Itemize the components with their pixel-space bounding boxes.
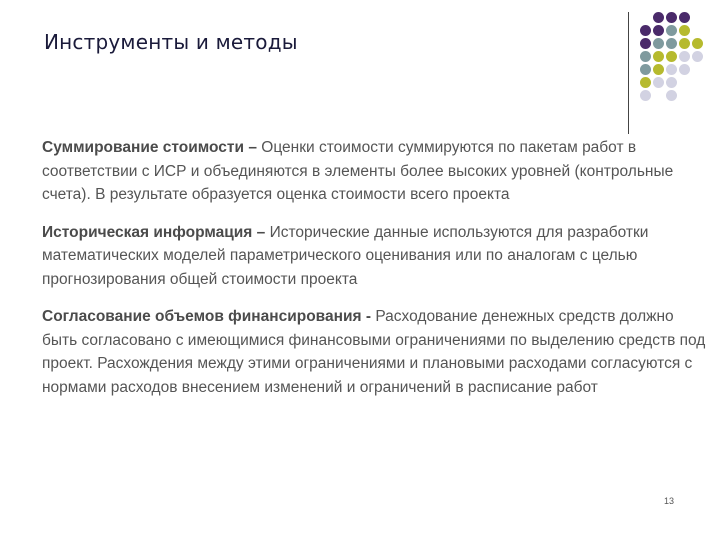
page-number: 13 [664, 496, 675, 506]
decorative-dot [679, 77, 690, 88]
decorative-dot [666, 90, 677, 101]
decorative-dot [640, 77, 651, 88]
decorative-dot [653, 38, 664, 49]
decorative-dot [666, 51, 677, 62]
decorative-dot [692, 25, 703, 36]
term-historical-info: Историческая информация – [42, 223, 270, 241]
paragraph-funding-reconciliation [42, 305, 712, 399]
decorative-dot [640, 64, 651, 75]
decorative-dot [653, 12, 664, 23]
decorative-dot [640, 38, 651, 49]
slide-body [42, 136, 712, 413]
decorative-dot [692, 38, 703, 49]
decorative-dot [640, 51, 651, 62]
term-funding-reconciliation: Согласование объемов финансирования - [42, 308, 376, 325]
paragraph-cost-aggregation [42, 136, 712, 207]
decorative-dot [653, 25, 664, 36]
decorative-dot [692, 77, 703, 88]
decorative-dot [692, 12, 703, 23]
decorative-dot-grid [640, 12, 703, 101]
decorative-dot [666, 12, 677, 23]
decorative-dot [653, 51, 664, 62]
decorative-dot [679, 12, 690, 23]
decorative-dot [653, 90, 664, 101]
decorative-dot [679, 64, 690, 75]
slide-title: Инструменты и методы [44, 30, 298, 54]
definition-historical-info: Исторические данные используются для разработки математических моделей параметрического оценивания или по аналогам с целью прогнозирования общей стоимости проекта [42, 223, 649, 288]
decorative-dot [653, 77, 664, 88]
decorative-dot [679, 51, 690, 62]
definition-funding-reconciliation: Расходование денежных средств должно быть согласовано с имеющимися финансовыми ограничениями по выделению средств под проект. Расхождения между этими ограничениями и плановыми расходами согласуются с нормами расходов внесением изменений и ограничений в расписание работ [42, 308, 706, 396]
decorative-dot [666, 64, 677, 75]
term-cost-aggregation: Суммирование стоимости – [42, 139, 262, 156]
decorative-dot [640, 25, 651, 36]
decorative-dot [679, 90, 690, 101]
decorative-dot [640, 90, 651, 101]
decorative-dot [666, 77, 677, 88]
decorative-dot [653, 64, 664, 75]
decorative-dot [666, 25, 677, 36]
definition-cost-aggregation: Оценки стоимости суммируются по пакетам работ в соответствии с ИСР и объединяются в элементы более высоких уровней (контрольные счета). В результате образуется оценка стоимости всего проекта [42, 139, 674, 203]
decorative-dot [666, 38, 677, 49]
decorative-dot [692, 64, 703, 75]
paragraph-historical-info [42, 221, 712, 292]
decorative-dot [640, 12, 651, 23]
decorative-dot [692, 51, 703, 62]
decorative-dot [692, 90, 703, 101]
decorative-dot [679, 25, 690, 36]
decorative-dot [679, 38, 690, 49]
divider-line [628, 12, 629, 134]
